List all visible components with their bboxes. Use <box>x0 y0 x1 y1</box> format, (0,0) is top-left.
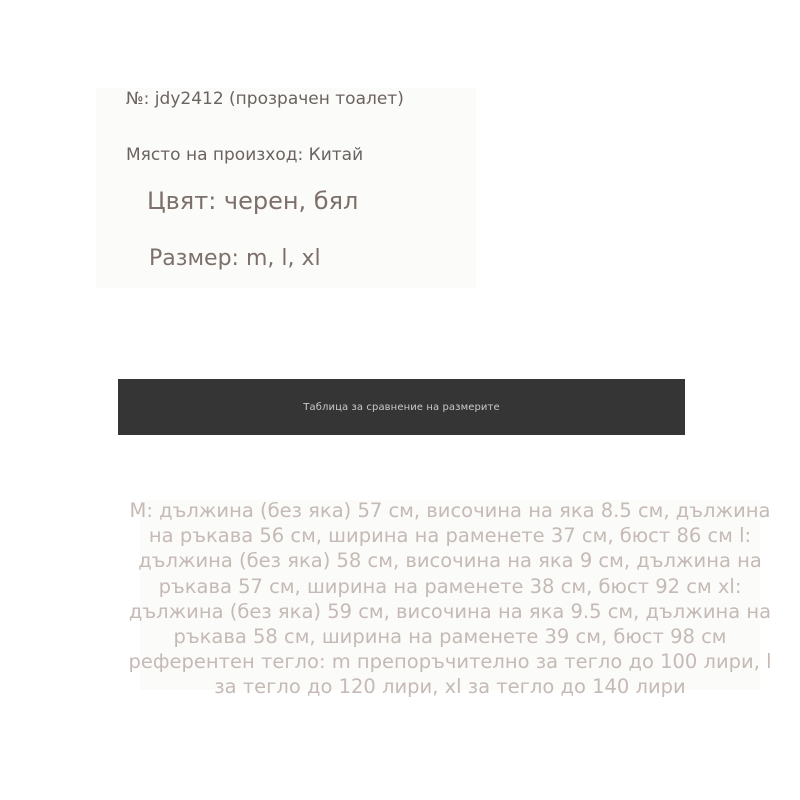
size-chart-banner <box>118 379 685 435</box>
size-chart-description: M: дължина (без яка) 57 см, височина на яка 8.5 см, дължина на ръкава 56 см, ширина на раменете 37 см, бюст 86 см l: дължина (без яка) 58 см, височина на яка 9 см, дължина на ръкава 57 см, ширина на раменете 38 см, бюст 92 см xl: дължина (без яка) 59 см, височина на яка 9.5 см, дължина на ръкава 58 см, ширина на раменете 39 см, бюст 98 см референтен тегло: m препоръчително за тегло до 100 лири, l за тегло до 120 лири, xl за тегло до 140 лири <box>128 499 772 699</box>
size-chart-banner-label: Таблица за сравнение на размерите <box>303 401 500 413</box>
product-size: Размер: m, l, xl <box>149 246 321 271</box>
product-color: Цвят: черен, бял <box>147 187 359 215</box>
place-of-origin: Място на произход: Китай <box>126 145 364 165</box>
product-number: №: jdy2412 (прозрачен тоалет) <box>126 89 404 109</box>
